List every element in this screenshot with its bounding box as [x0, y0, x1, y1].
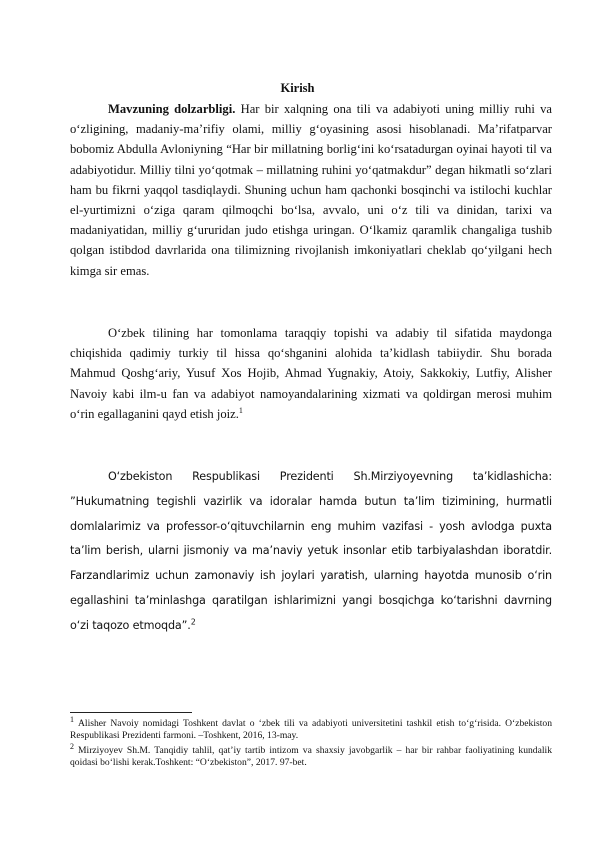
footnote	[70, 714, 552, 741]
paragraph-literary-heritage	[70, 323, 552, 424]
footnote-divider	[70, 712, 192, 713]
paragraph-text: Har bir xalqning ona tili va adabiyoti uning milliy ruhi va o‘zligining, madaniy-ma’rifiy olami, milliy g‘oyasining asosi hisoblanadi. Ma’rifatparvar bobomiz Abdulla Avloniyning “Har bir millatning borlig‘ini ko‘rsatadurgan oyinai hayoti til va adabiyotidur. Milliy tilni yo‘qotmak – millatning ruhini yo‘qatmakdur” degan hikmatli so‘zlari ham bu fikrni yaqqol tasdiqlaydi. Shuning uchun ham qachonki bosqinchi va istilochi kuchlar el-yurtimizni o‘ziga qaram qilmoqchi bo‘lsa, avvalo, uni o‘z tili va dinidan, tarixi va madaniyatidan, milliy g‘ururidan judo etishga uringan. O‘lkamiz qaramlik changaliga tushib qolgan istibdod davrlarida ona tilimizning rivojlanish imkoniyatlari cheklab qo‘yilgani hech kimga sir emas.	[70, 102, 552, 278]
footnote-number: 2	[70, 741, 74, 751]
paragraph-lead: Mavzuning dolzarbligi.	[108, 102, 236, 116]
footnote-ref: 1	[238, 405, 243, 415]
footnote-ref: 2	[190, 617, 196, 627]
paragraph-president-quote	[70, 465, 552, 639]
paragraph-relevance	[70, 99, 552, 281]
paragraph-text: O‘zbekiston Respublikasi Prezidenti Sh.Mirziyoyevning ta’kidlashicha: ”Hukumatning tegishli vazirlik va idoralar hamda butun ta’lim tizimining, hurmatli domlalarimiz va professor-o‘qituvchilarnin eng muhim vazifasi - yosh avlodga puxta ta’lim berish, ularni jismoniy va ma’naviy yetuk insonlar etib tarbiyalashdan iboratdir. Farzandlarimiz uchun zamonaviy ish joylari yaratish, ularning hayotda munosib o‘rin egallashini ta’minlashga qaratilgan ishlarimizni yangi bosqichga ko‘tarishni davrning o‘zi taqozo etmoqda”.	[70, 470, 552, 632]
paragraph-text: O‘zbek tilining har tomonlama taraqqiy topishi va adabiy til sifatida maydonga chiqishida qadimiy turkiy til hissa qo‘shganini alohida ta’kidlash tabiiydir. Shu borada Mahmud Qoshg‘ariy, Yusuf Xos Hojib, Ahmad Yugnakiy, Atoiy, Sakkokiy, Lutfiy, Alisher Navoiy kabi ilm-u fan va adabiyot namoyandalarining xizmati va qoldirgan merosi muhim o‘rin egallaganini qayd etish joiz.	[70, 326, 552, 421]
footnote-number: 1	[70, 714, 74, 724]
footnote-text: Mirziyoyev Sh.M. Tanqidiy tahlil, qat’iy tartib intizom va shaxsiy javobgarlik – har bir rahbar faoliyatining kundalik qoidasi bo‘lishi kerak.Toshkent: “O‘zbekiston”, 2017. 97-bet.	[70, 745, 552, 768]
footnote-text: Alisher Navoiy nomidagi Toshkent davlat o ‘zbek tili va adabiyoti universitetini tashkil etish to‘g‘risida. O‘zbekiston Respublikasi Prezidenti farmoni. –Toshkent, 2016, 13-may.	[70, 718, 552, 741]
page-title: Kirish	[280, 81, 315, 95]
footnote	[70, 741, 552, 768]
